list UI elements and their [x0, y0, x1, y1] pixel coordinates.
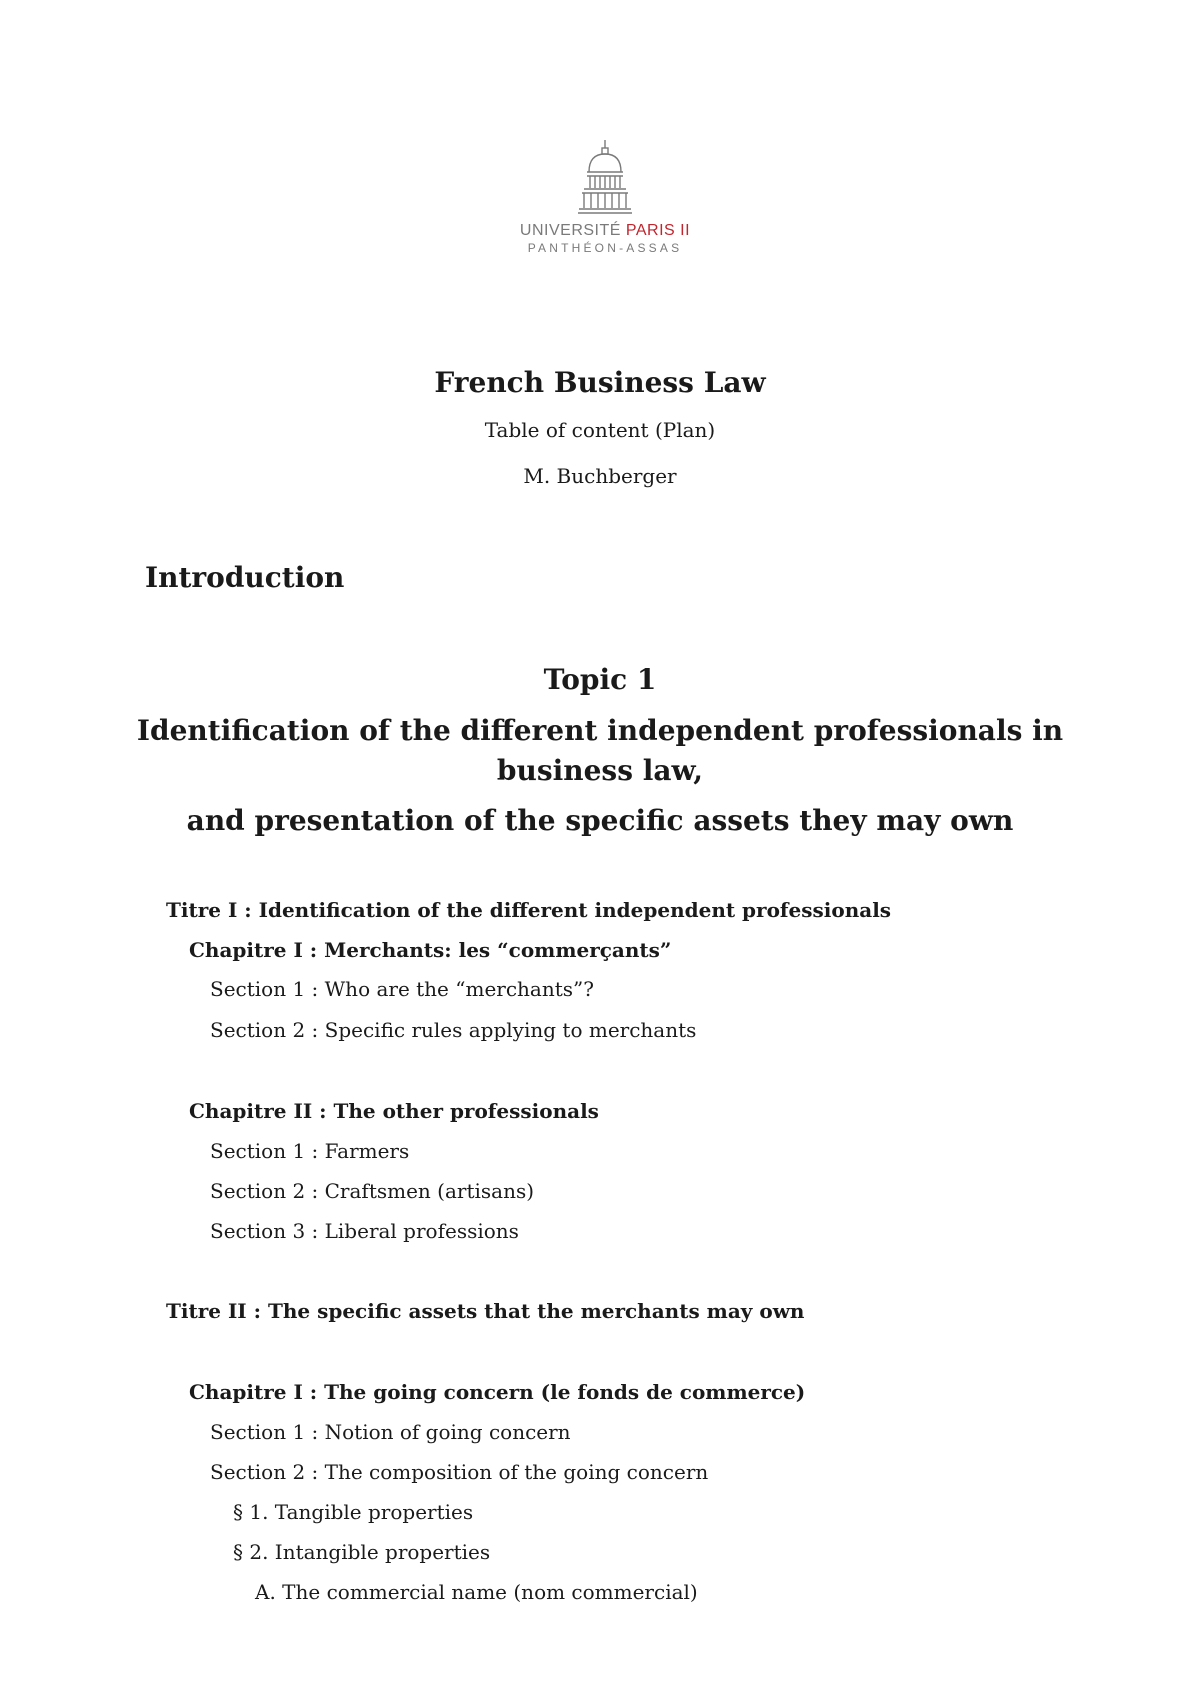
toc-section: Section 2 : Craftsmen (artisans): [210, 1179, 535, 1203]
toc-section: Section 1 : Notion of going concern: [210, 1420, 571, 1444]
toc-paragraph: § 2. Intangible properties: [233, 1540, 491, 1564]
topic-title-line-2: business law,: [496, 754, 704, 787]
logo-university-word: UNIVERSITÉ: [519, 222, 621, 239]
introduction-heading: Introduction: [145, 561, 345, 594]
toc-subparagraph: A. The commercial name (nom commercial): [255, 1580, 698, 1604]
toc-section: Section 3 : Liberal professions: [210, 1219, 519, 1243]
toc-chapitre: Chapitre II : The other professionals: [189, 1099, 599, 1123]
logo-paris-ii: PARIS II: [625, 222, 691, 239]
university-logo: [515, 140, 695, 260]
toc-chapitre: Chapitre I : The going concern (le fonds de commerce): [189, 1380, 806, 1404]
toc-titre-1: Titre I : Identification of the different independent professionals: [166, 898, 892, 922]
toc-section: Section 2 : The composition of the going concern: [210, 1460, 709, 1484]
toc-paragraph: § 1. Tangible properties: [233, 1500, 474, 1524]
topic-title-line-3: and presentation of the specific assets they may own: [186, 804, 1014, 837]
topic-label: Topic 1: [543, 663, 657, 696]
toc-titre-2: Titre II : The specific assets that the merchants may own: [166, 1299, 805, 1323]
toc-section: Section 2 : Specific rules applying to merchants: [210, 1018, 697, 1042]
document-subtitle: Table of content (Plan): [484, 418, 716, 442]
pantheon-dome-icon: [578, 140, 632, 214]
logo-pantheon-assas: PANTHÉON-ASSAS: [527, 241, 683, 255]
topic-title-line-1: Identification of the different independent professionals in: [136, 714, 1064, 747]
logo-university-name: [515, 222, 695, 240]
toc-chapitre: Chapitre I : Merchants: les “commerçants”: [189, 938, 672, 962]
document-author: M. Buchberger: [523, 464, 677, 488]
document-title: French Business Law: [434, 366, 766, 399]
toc-section: Section 1 : Who are the “merchants”?: [210, 977, 594, 1001]
toc-section: Section 1 : Farmers: [210, 1139, 410, 1163]
